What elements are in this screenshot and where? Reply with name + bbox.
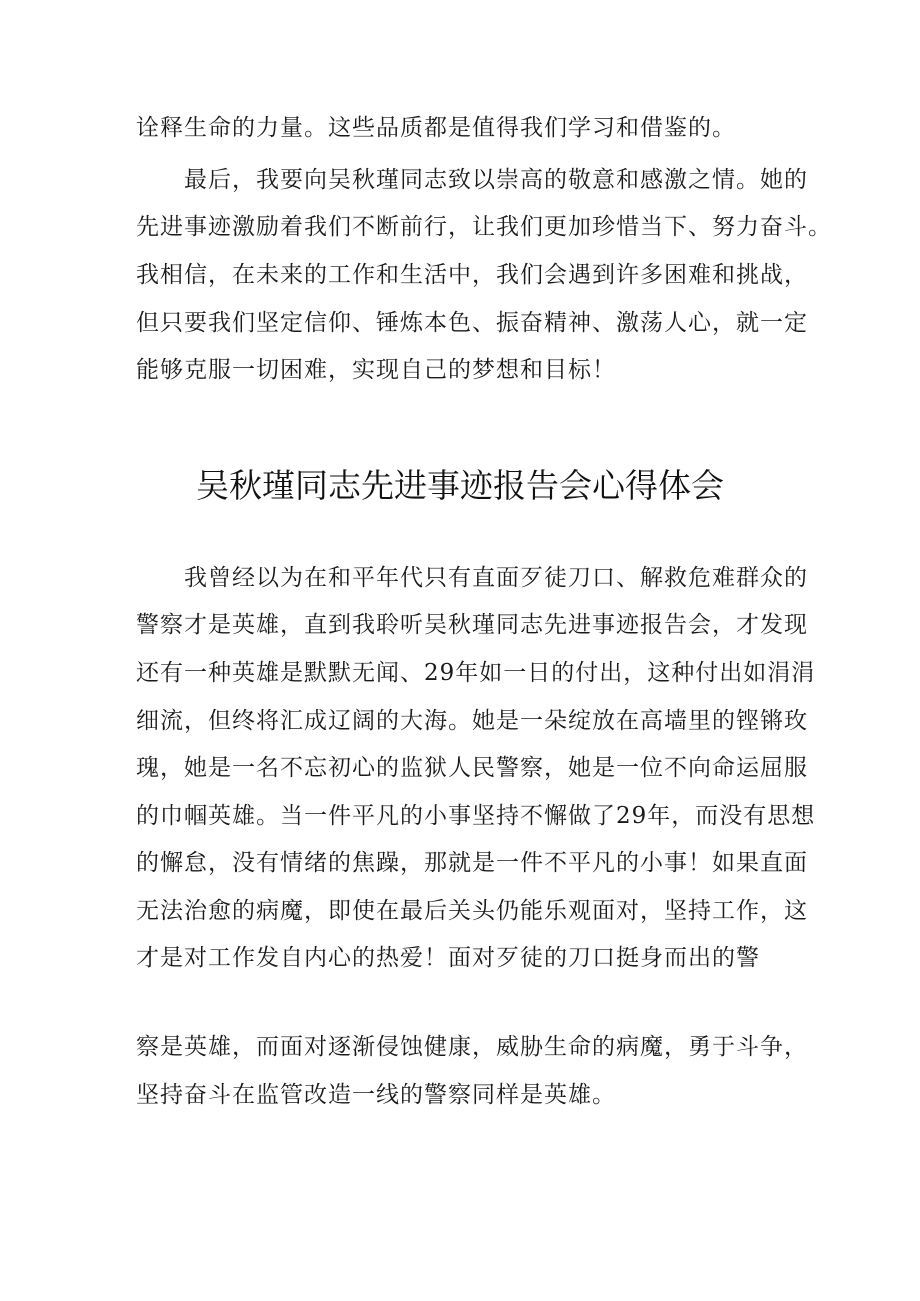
text-line: 的巾帼英雄。当一件平凡的小事坚持不懈做了29年，而没有思想 <box>136 803 816 829</box>
text-line: 细流，但终将汇成辽阔的大海。她是一朵绽放在高墙里的铿锵玫 <box>136 708 808 734</box>
text-line: 的懈怠，没有情绪的焦躁，那就是一件不平凡的小事！如果直面 <box>136 850 808 876</box>
text-line: 坚持奋斗在监管改造一线的警察同样是英雄。 <box>136 1082 616 1108</box>
text-line: 能够克服一切困难，实现自己的梦想和目标！ <box>136 357 616 383</box>
text-line: 还有一种英雄是默默无闻、29年如一日的付出，这种付出如涓涓 <box>136 660 816 686</box>
text-line: 察是英雄，而面对逐渐侵蚀健康，威胁生命的病魔，勇于斗争， <box>136 1034 808 1060</box>
text-line: 我相信，在未来的工作和生活中，我们会遇到许多困难和挑战， <box>136 262 808 288</box>
text-line: 瑰，她是一名不忘初心的监狱人民警察，她是一位不向命运屈服 <box>136 755 808 781</box>
text-line: 无法治愈的病魔，即使在最后关头仍能乐观面对，坚持工作，这 <box>136 898 808 924</box>
text-line: 诠释生命的力量。这些品质都是值得我们学习和借鉴的。 <box>136 115 736 141</box>
text-line: 先进事迹激励着我们不断前行，让我们更加珍惜当下、努力奋斗。 <box>136 214 832 240</box>
text-line: 但只要我们坚定信仰、锤炼本色、振奋精神、激荡人心，就一定 <box>136 310 808 336</box>
article-title: 吴秋瑾同志先进事迹报告会心得体会 <box>196 466 724 505</box>
text-line: 最后，我要向吴秋瑾同志致以崇高的敬意和感激之情。她的 <box>184 167 808 193</box>
text-line: 警察才是英雄，直到我聆听吴秋瑾同志先进事迹报告会，才发现 <box>136 612 808 638</box>
text-line: 才是对工作发自内心的热爱！面对歹徒的刀口挺身而出的警 <box>136 945 760 971</box>
text-line: 我曾经以为在和平年代只有直面歹徒刀口、解救危难群众的 <box>184 565 808 591</box>
